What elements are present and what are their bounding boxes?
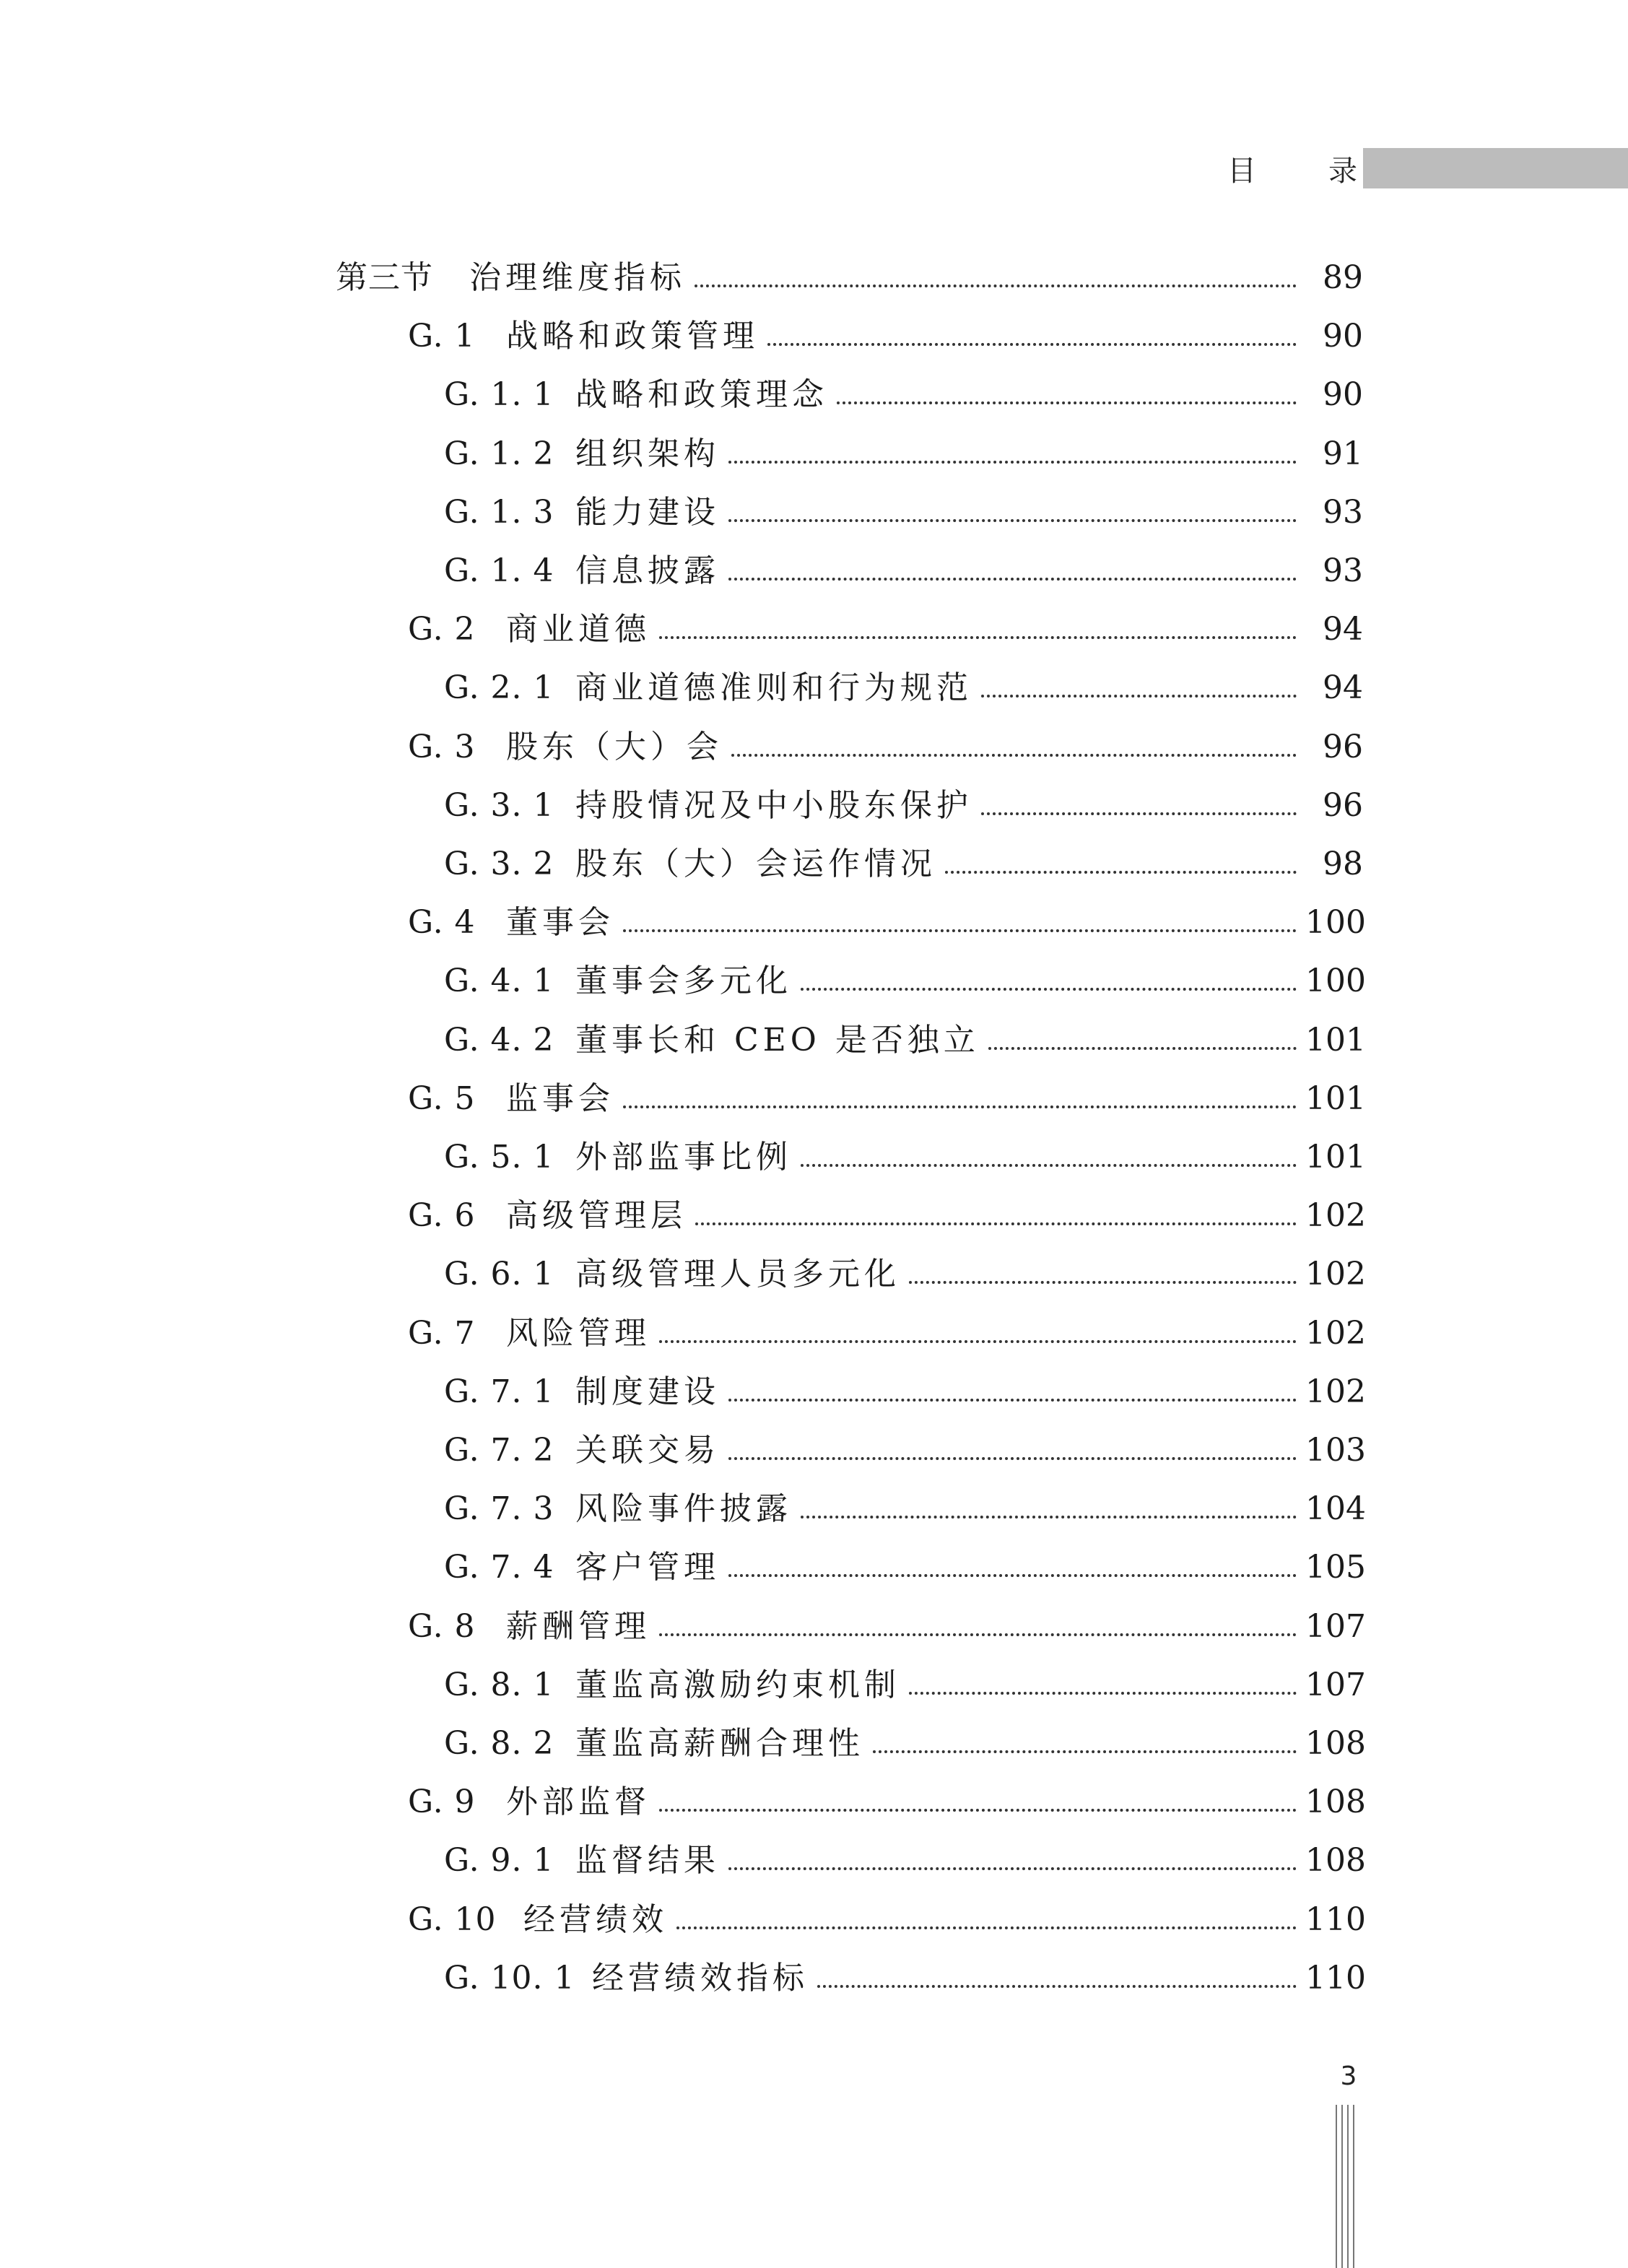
toc-entry-title: 信息披露 xyxy=(575,552,720,589)
toc-leader-dots xyxy=(837,370,1297,420)
toc-leader-dots xyxy=(728,1835,1297,1886)
toc-entry-title: 外部监事比例 xyxy=(575,1139,792,1176)
toc-entry-number: G. 7. 3 xyxy=(444,1490,554,1527)
toc-entry-number: G. 3 xyxy=(408,729,476,765)
toc-entry[interactable] xyxy=(408,898,1366,948)
header-title-char-1: 目 xyxy=(1227,154,1256,188)
toc-entry-page: 102 xyxy=(1305,1373,1366,1410)
toc-entry-number: G. 5. 1 xyxy=(444,1139,554,1176)
toc-entry[interactable] xyxy=(444,781,1363,831)
toc-leader-dots xyxy=(873,1719,1297,1769)
toc-entry-page: 90 xyxy=(1323,318,1363,355)
toc-entry[interactable] xyxy=(444,370,1363,420)
toc-entry-page: 104 xyxy=(1305,1490,1366,1527)
toc-entry-title: 监督结果 xyxy=(575,1842,720,1879)
toc-leader-dots xyxy=(728,487,1297,538)
toc-entry-number: G. 9 xyxy=(408,1783,476,1820)
toc-entry[interactable] xyxy=(444,1425,1366,1476)
toc-entry-number: G. 4. 2 xyxy=(444,1022,554,1059)
toc-entry[interactable] xyxy=(408,1308,1366,1359)
toc-entry-page: 105 xyxy=(1305,1549,1366,1586)
toc-entry-page: 102 xyxy=(1305,1197,1366,1234)
toc-entry[interactable] xyxy=(444,1015,1366,1066)
toc-entry-title: 制度建设 xyxy=(575,1373,720,1410)
toc-entry-page: 101 xyxy=(1305,1139,1366,1176)
toc-entry-title: 监事会 xyxy=(506,1080,614,1117)
toc-leader-dots xyxy=(659,1602,1297,1652)
toc-leader-dots xyxy=(695,1191,1297,1241)
toc-entry-title: 持股情况及中小股东保护 xyxy=(575,787,972,824)
toc-entry-number: G. 7. 4 xyxy=(444,1549,554,1586)
toc-entry[interactable] xyxy=(408,311,1363,362)
toc-entry-number: G. 5 xyxy=(408,1080,476,1117)
toc-entry-title: 高级管理层 xyxy=(506,1197,687,1234)
toc-entry-number: G. 6 xyxy=(408,1197,476,1234)
toc-leader-dots xyxy=(801,1484,1297,1534)
toc-entry-title: 外部监督 xyxy=(506,1783,650,1820)
toc-entry-page: 101 xyxy=(1305,1080,1366,1117)
header-title-char-2: 录 xyxy=(1328,154,1357,188)
toc-entry-number: G. 1. 1 xyxy=(444,376,554,413)
toc-entry[interactable] xyxy=(408,604,1363,655)
toc-entry-title: 能力建设 xyxy=(575,494,720,531)
toc-entry-title: 薪酬管理 xyxy=(506,1608,650,1645)
toc-entry-page: 91 xyxy=(1323,435,1363,472)
toc-entry-page: 108 xyxy=(1305,1725,1366,1762)
toc-leader-dots xyxy=(676,1895,1297,1945)
toc-entry-number: 第三节 xyxy=(336,259,433,296)
toc-leader-dots xyxy=(728,429,1297,479)
toc-entry-page: 94 xyxy=(1323,611,1363,648)
toc-entry-number: G. 2. 1 xyxy=(444,669,554,706)
toc-entry-page: 96 xyxy=(1323,729,1363,765)
toc-entry-number: G. 3. 1 xyxy=(444,787,554,824)
toc-entry[interactable] xyxy=(444,1249,1366,1300)
toc-entry-page: 102 xyxy=(1305,1256,1366,1292)
toc-entry-title: 关联交易 xyxy=(575,1432,720,1469)
toc-entry-page: 100 xyxy=(1305,904,1366,941)
toc-entry-number: G. 6. 1 xyxy=(444,1256,554,1292)
toc-entry-title: 股东（大）会 xyxy=(506,729,723,765)
toc-leader-dots xyxy=(728,546,1297,596)
toc-entry-page: 107 xyxy=(1305,1608,1366,1645)
toc-leader-dots xyxy=(659,1308,1297,1359)
toc-entry[interactable] xyxy=(444,1953,1366,2004)
toc-leader-dots xyxy=(767,311,1297,362)
toc-entry-title: 董事会 xyxy=(506,904,614,941)
toc-entry-page: 110 xyxy=(1305,1901,1366,1938)
toc-leader-dots xyxy=(981,781,1297,831)
toc-entry-page: 110 xyxy=(1305,1960,1366,1997)
toc-entry[interactable] xyxy=(408,1191,1366,1241)
toc-entry[interactable] xyxy=(444,663,1363,713)
toc-entry[interactable] xyxy=(444,956,1366,1007)
toc-entry[interactable] xyxy=(444,1132,1366,1183)
header-bar xyxy=(1363,148,1628,188)
toc-leader-dots xyxy=(728,1367,1297,1417)
toc-entry-page: 93 xyxy=(1323,494,1363,531)
toc-entry-number: G. 10 xyxy=(408,1901,497,1938)
toc-entry-number: G. 7. 1 xyxy=(444,1373,554,1410)
toc-entry-number: G. 4. 1 xyxy=(444,963,554,999)
toc-entry-page: 100 xyxy=(1305,963,1366,999)
toc-entry[interactable] xyxy=(444,1367,1366,1417)
toc-leader-dots xyxy=(623,898,1297,948)
toc-entry-title: 战略和政策管理 xyxy=(506,318,759,355)
toc-entry-title: 风险管理 xyxy=(506,1315,650,1352)
toc-entry-number: G. 8 xyxy=(408,1608,476,1645)
toc-entry[interactable] xyxy=(444,1484,1366,1534)
toc-entry[interactable] xyxy=(444,1835,1366,1886)
toc-entry-title: 治理维度指标 xyxy=(469,259,686,296)
toc-leader-dots xyxy=(981,663,1297,713)
toc-entry-title: 经营绩效 xyxy=(523,1901,668,1938)
toc-entry-page: 101 xyxy=(1305,1022,1366,1059)
toc-entry-page: 94 xyxy=(1323,669,1363,706)
toc-leader-dots xyxy=(801,1132,1297,1183)
toc-entry-page: 108 xyxy=(1305,1783,1366,1820)
toc-entry-title: 董事会多元化 xyxy=(575,963,792,999)
toc-leader-dots xyxy=(623,1074,1297,1124)
toc-entry-number: G. 7 xyxy=(408,1315,476,1352)
toc-entry-page: 90 xyxy=(1323,376,1363,413)
toc-entry[interactable] xyxy=(408,1777,1366,1828)
toc-entry-number: G. 1. 4 xyxy=(444,552,554,589)
toc-leader-dots xyxy=(728,1542,1297,1593)
toc-entry-number: G. 10. 1 xyxy=(444,1960,575,1997)
toc-entry[interactable] xyxy=(444,487,1363,538)
toc-entry-page: 103 xyxy=(1305,1432,1366,1469)
toc-entry[interactable] xyxy=(444,1719,1366,1769)
toc-entry[interactable] xyxy=(408,722,1363,773)
toc-entry-number: G. 4 xyxy=(408,904,476,941)
toc-entry-page: 102 xyxy=(1305,1315,1366,1352)
toc-leader-dots xyxy=(817,1953,1297,2004)
toc-leader-dots xyxy=(945,839,1297,890)
toc-entry-title: 风险事件披露 xyxy=(575,1490,792,1527)
toc-leader-dots xyxy=(659,1777,1297,1828)
toc-entry-number: G. 8. 1 xyxy=(444,1667,554,1703)
toc-entry-title: 董监高激励约束机制 xyxy=(575,1667,900,1703)
toc-entry-page: 93 xyxy=(1323,552,1363,589)
toc-entry[interactable] xyxy=(444,1542,1366,1593)
toc-leader-dots xyxy=(659,604,1297,655)
toc-entry[interactable] xyxy=(444,546,1363,596)
toc-entry-title: 股东（大）会运作情况 xyxy=(575,846,936,882)
toc-leader-dots xyxy=(909,1660,1297,1711)
toc-entry-page: 98 xyxy=(1323,846,1363,882)
toc-entry[interactable] xyxy=(408,1074,1366,1124)
toc-entry-page: 96 xyxy=(1323,787,1363,824)
toc-leader-dots xyxy=(988,1015,1297,1066)
toc-entry[interactable] xyxy=(336,253,1363,303)
toc-entry-title: 商业道德 xyxy=(506,611,650,648)
toc-entry-number: G. 8. 2 xyxy=(444,1725,554,1762)
toc-entry-title: 组织架构 xyxy=(575,435,720,472)
toc-entry-number: G. 3. 2 xyxy=(444,846,554,882)
toc-leader-dots xyxy=(695,253,1297,303)
toc-entry[interactable] xyxy=(408,1602,1366,1652)
toc-leader-dots xyxy=(909,1249,1297,1300)
toc-leader-dots xyxy=(801,956,1297,1007)
header-title xyxy=(1227,148,1357,188)
page-number: 3 xyxy=(1340,2061,1357,2091)
toc-entry-number: G. 1. 2 xyxy=(444,435,554,472)
toc-leader-dots xyxy=(731,722,1297,773)
edge-lines-decoration xyxy=(1336,2105,1357,2268)
toc-entry-page: 107 xyxy=(1305,1667,1366,1703)
toc-entry-title: 战略和政策理念 xyxy=(575,376,828,413)
toc-leader-dots xyxy=(728,1425,1297,1476)
toc-entry-title: 董监高薪酬合理性 xyxy=(575,1725,864,1762)
toc-entry-page: 89 xyxy=(1323,259,1363,296)
toc-entry[interactable] xyxy=(444,1660,1366,1711)
toc-entry-title: 高级管理人员多元化 xyxy=(575,1256,900,1292)
toc-entry[interactable] xyxy=(444,429,1363,479)
toc-entry[interactable] xyxy=(444,839,1363,890)
toc-entry-title: 客户管理 xyxy=(575,1549,720,1586)
toc-entry-page: 108 xyxy=(1305,1842,1366,1879)
toc-entry[interactable] xyxy=(408,1895,1366,1945)
toc-entry-number: G. 1 xyxy=(408,318,476,355)
toc-entry-number: G. 7. 2 xyxy=(444,1432,554,1469)
toc-entry-number: G. 2 xyxy=(408,611,476,648)
toc-entry-number: G. 1. 3 xyxy=(444,494,554,531)
toc-entry-title: 董事长和 CEO 是否独立 xyxy=(575,1022,980,1059)
toc-entry-title: 商业道德准则和行为规范 xyxy=(575,669,972,706)
toc-entry-title: 经营绩效指标 xyxy=(592,1960,809,1997)
toc-entry-number: G. 9. 1 xyxy=(444,1842,554,1879)
